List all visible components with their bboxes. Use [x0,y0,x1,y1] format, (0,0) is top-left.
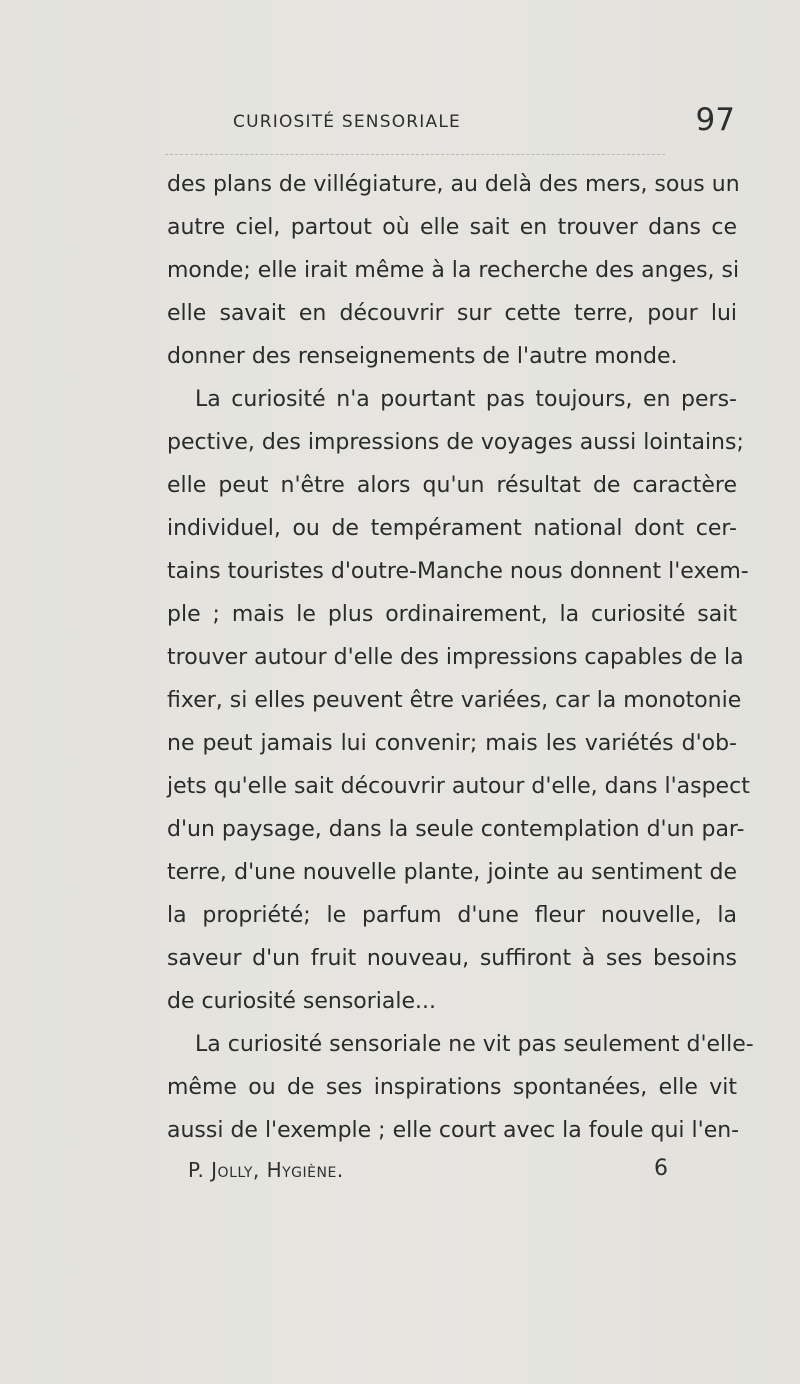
text-line: La curiosité sensoriale ne vit pas seulement d'elle- [195,1032,754,1057]
text-line: autre ciel, partout où elle sait en trouver dans ce [167,215,737,240]
text-line: trouver autour d'elle des impressions capables de la [167,645,744,670]
text-line: saveur d'un fruit nouveau, suffiront à ses besoins [167,946,737,971]
text-line: elle savait en découvrir sur cette terre, pour lui [167,301,737,326]
signature-mark: 6 [654,1156,668,1181]
text-line: même ou de ses inspirations spontanées, elle vit [167,1075,737,1100]
text-line: tains touristes d'outre-Manche nous donnent l'exem- [167,559,749,584]
text-line: des plans de villégiature, au delà des mers, sous un [167,172,740,197]
running-head-title: CURIOSITÉ SENSORIALE [233,112,461,132]
text-line: fixer, si elles peuvent être variées, car la monotonie [167,688,742,713]
text-line: ple ; mais le plus ordinairement, la curiosité sait [167,602,737,627]
text-line: aussi de l'exemple ; elle court avec la foule qui l'en- [167,1118,740,1143]
signature-footer [188,1158,668,1188]
text-line: d'un paysage, dans la seule contemplation d'un par- [167,817,745,842]
text-line: la propriété; le parfum d'une fleur nouvelle, la [167,903,737,928]
text-line: elle peut n'être alors qu'un résultat de caractère [167,473,737,498]
text-line: monde; elle irait même à la recherche des anges, si [167,258,740,283]
text-line: pective, des impressions de voyages aussi lointains; [167,430,744,455]
text-line: donner des renseignements de l'autre monde. [167,344,678,369]
text-line: La curiosité n'a pourtant pas toujours, en pers- [195,387,737,412]
text-line: individuel, ou de tempérament national dont cer- [167,516,737,541]
text-line: de curiosité sensoriale... [167,989,437,1014]
text-line: jets qu'elle sait découvrir autour d'elle, dans l'aspect [167,774,750,799]
text-line: ne peut jamais lui convenir; mais les variétés d'ob- [167,731,737,756]
text-line: terre, d'une nouvelle plante, jointe au sentiment de [167,860,737,885]
page-number: 97 [695,102,735,138]
footer-author: P. Jolly, Hygiène. [188,1158,344,1182]
header-rule [165,154,665,155]
running-head [195,102,735,142]
